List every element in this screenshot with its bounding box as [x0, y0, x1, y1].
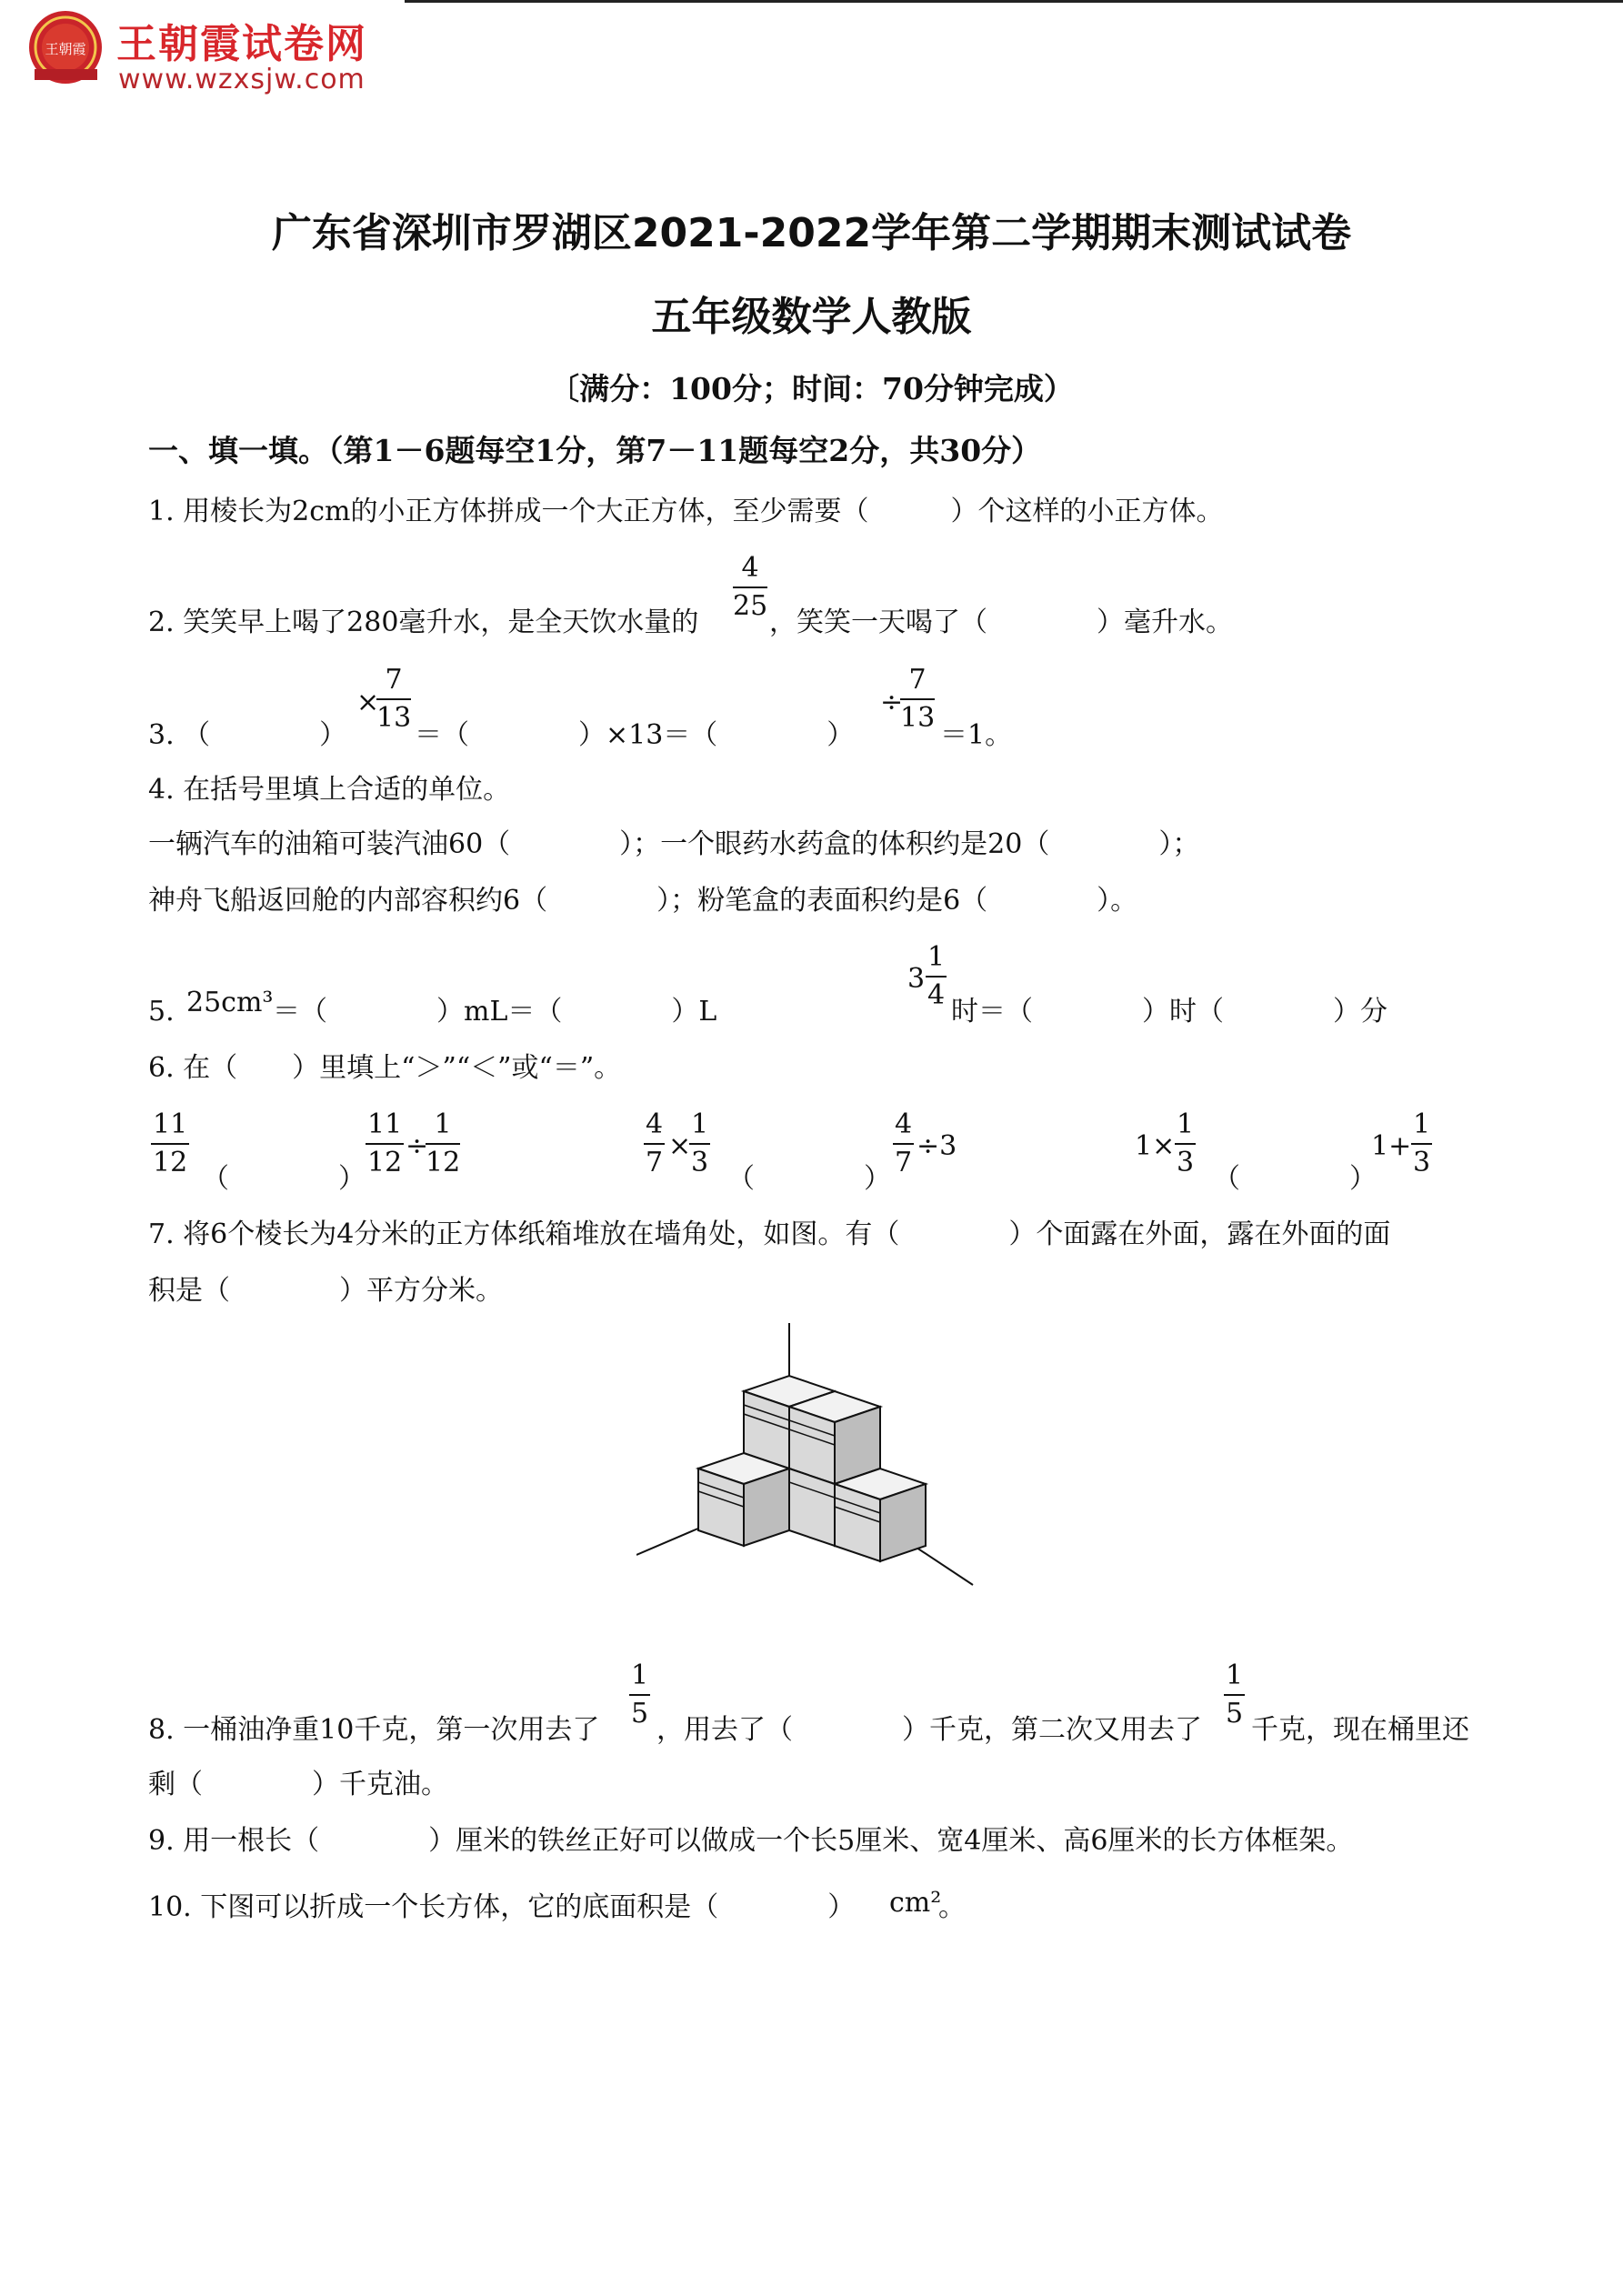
fraction-denominator: 5	[631, 1698, 649, 1730]
fraction-1-4	[926, 941, 947, 1011]
fraction-denominator: 12	[426, 1147, 461, 1178]
fraction-1-12	[426, 1108, 461, 1178]
page-title: 广东省深圳市罗湖区2021-2022学年第二学期期末测试试卷	[271, 210, 1352, 256]
one-times: 1×	[1135, 1130, 1176, 1162]
question-3-text-a: 3. （ ）	[148, 719, 347, 751]
question-10-end: 。	[938, 1891, 966, 1923]
fraction-11-12	[151, 1108, 189, 1178]
section-heading: 一、填一填。（第1－6题每空1分，第7－11题每空2分，共30分）	[148, 433, 1042, 468]
compare-blank-2: （ ）	[727, 1163, 891, 1195]
divide-sign: ÷	[406, 1130, 429, 1162]
compare-blank-3: （ ）	[1213, 1163, 1377, 1195]
fraction-denominator: 25	[733, 590, 768, 622]
question-8-text-b: ，用去了（ ）千克，第二次又用去了	[656, 1714, 1202, 1746]
volume-value: 25cm³	[186, 987, 274, 1018]
fraction-numerator: 4	[644, 1111, 665, 1145]
fraction-4-25	[733, 552, 768, 622]
unit-cm2: cm²	[889, 1887, 942, 1919]
question-9: 9. 用一根长（ ）厘米的铁丝正好可以做成一个长5厘米、宽4厘米、高6厘米的长方体框架。	[148, 1825, 1354, 1857]
times-sign: ×	[356, 687, 380, 718]
times-sign: ×	[668, 1130, 692, 1162]
stacked-boxes-figure	[636, 1323, 991, 1591]
fraction-denominator: 3	[1177, 1147, 1195, 1178]
question-4-line-2: 神舟飞船返回舱的内部容积约6（ ）；粉笔盒的表面积约是6（ ）。	[148, 885, 1138, 917]
fraction-7-13	[900, 664, 936, 734]
fraction-1-3	[1175, 1108, 1196, 1178]
divide-sign: ÷	[880, 687, 904, 718]
question-3-text-b: ＝（ ）×13＝（ ）	[415, 719, 855, 751]
fraction-numerator: 7	[376, 667, 411, 700]
fraction-4-7	[893, 1108, 914, 1178]
fraction-numerator: 4	[733, 555, 767, 588]
fraction-numerator: 1	[1175, 1111, 1196, 1145]
fraction-1-5	[629, 1659, 650, 1730]
brand-url[interactable]: www.wzxsjw.com	[118, 64, 366, 95]
question-6: 6. 在（ ）里填上“＞”“＜”或“＝”。	[148, 1052, 622, 1084]
question-5-text-a: ＝（ ）mL＝（ ）L	[273, 996, 717, 1028]
question-8-text-d: 剩（ ）千克油。	[148, 1769, 448, 1800]
fraction-numerator: 7	[900, 667, 935, 700]
fraction-denominator: 12	[153, 1147, 188, 1178]
exam-info: 〔满分：100分；时间：70分钟完成）	[549, 371, 1074, 406]
question-5-text-b: 时＝（ ）时（ ）分	[951, 996, 1388, 1028]
fraction-denominator: 7	[646, 1147, 664, 1178]
fraction-1-3	[1411, 1108, 1432, 1178]
fraction-denominator: 3	[1413, 1147, 1431, 1178]
fraction-numerator: 11	[366, 1111, 404, 1145]
question-8-text-c: 千克，现在桶里还	[1251, 1714, 1469, 1746]
brand-name: 王朝霞试卷网	[116, 21, 367, 67]
fraction-numerator: 11	[151, 1111, 189, 1145]
fraction-1-3	[689, 1108, 710, 1178]
question-2-text-b: ，笑笑一天喝了（ ）毫升水。	[769, 607, 1233, 638]
one-plus: 1+	[1371, 1130, 1412, 1162]
fraction-denominator: 4	[927, 979, 946, 1011]
question-8-text-a: 8. 一桶油净重10千克，第一次用去了	[148, 1714, 600, 1746]
question-7-line-2: 积是（ ）平方分米。	[148, 1275, 503, 1307]
question-5-number: 5.	[148, 996, 175, 1028]
fraction-numerator: 1	[1411, 1111, 1432, 1145]
question-1: 1. 用棱长为2cm的小正方体拼成一个大正方体，至少需要（ ）个这样的小正方体。	[148, 496, 1224, 527]
fraction-1-5	[1224, 1659, 1245, 1730]
fraction-7-13	[376, 664, 412, 734]
fraction-denominator: 12	[367, 1147, 403, 1178]
fraction-4-7	[644, 1108, 665, 1178]
fraction-numerator: 4	[893, 1111, 914, 1145]
question-2-text-a: 2. 笑笑早上喝了280毫升水，是全天饮水量的	[148, 607, 699, 638]
divide-three: ÷3	[917, 1130, 957, 1162]
fraction-numerator: 1	[1224, 1662, 1245, 1696]
fraction-numerator: 1	[426, 1111, 460, 1145]
fraction-denominator: 3	[691, 1147, 709, 1178]
brand-seal-icon	[27, 9, 105, 86]
fraction-denominator: 5	[1226, 1698, 1244, 1730]
question-7-line-1: 7. 将6个棱长为4分米的正方体纸箱堆放在墙角处，如图。有（ ）个面露在外面，露在外面的面	[148, 1218, 1391, 1250]
fraction-numerator: 1	[926, 944, 947, 978]
question-4: 4. 在括号里填上合适的单位。	[148, 774, 511, 806]
compare-blank-1: （ ）	[202, 1163, 366, 1195]
fraction-numerator: 1	[629, 1662, 650, 1696]
fraction-denominator: 13	[900, 702, 936, 734]
question-3-text-c: ＝1。	[940, 719, 1013, 751]
mixed-number-whole: 3	[907, 963, 926, 995]
question-10-text: 10. 下图可以折成一个长方体，它的底面积是（ ）	[148, 1891, 856, 1923]
top-rule	[405, 0, 1623, 3]
page-subtitle: 五年级数学人教版	[651, 294, 972, 340]
fraction-numerator: 1	[689, 1111, 710, 1145]
fraction-denominator: 13	[376, 702, 412, 734]
question-4-line-1: 一辆汽车的油箱可装汽油60（ ）；一个眼药水药盒的体积约是20（ ）；	[148, 828, 1200, 860]
fraction-11-12	[366, 1108, 404, 1178]
fraction-denominator: 7	[895, 1147, 913, 1178]
svg-text:王朝霞: 王朝霞	[45, 41, 86, 57]
